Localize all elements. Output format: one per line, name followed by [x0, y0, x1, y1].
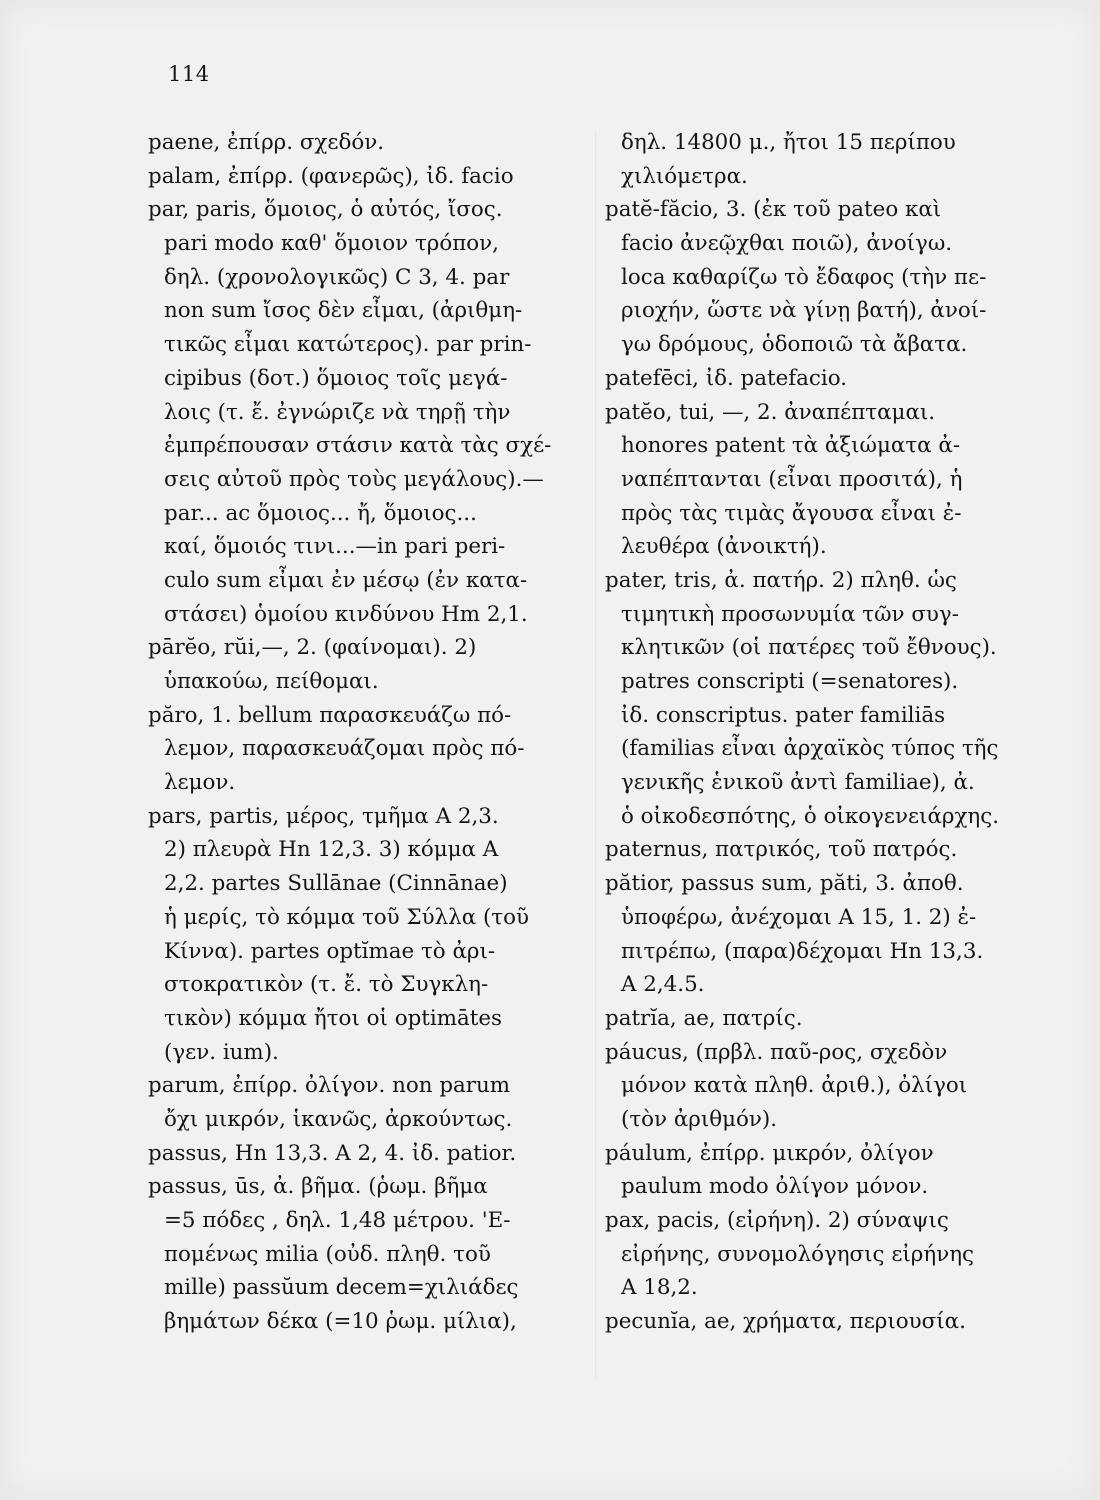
dictionary-line: στάσει) ὁμοίου κινδύνου Hm 2,1.	[164, 601, 528, 627]
dictionary-line: (γεν. ium).	[164, 1039, 279, 1065]
dictionary-line: non sum ἴσος δὲν εἶμαι, (ἀριθμη-	[164, 298, 523, 324]
dictionary-line: paene, ἐπίρρ. σχεδόν.	[148, 130, 385, 155]
dictionary-line: paternus, πατρικός, τοῦ πατρός.	[605, 837, 958, 863]
dictionary-line: λοις (τ. ἔ. ἐγνώριζε νὰ τηρῇ τὴν	[164, 399, 511, 425]
dictionary-line: λευθέρα (ἀνοικτή).	[621, 534, 827, 560]
dictionary-line: δηλ. 14800 μ., ἤτοι 15 περίπου	[621, 130, 956, 155]
dictionary-line: cipibus (δοτ.) ὅμοιος τοῖς μεγά-	[164, 365, 508, 391]
page-number: 114	[168, 62, 210, 86]
dictionary-line: (familias εἶναι ἀρχαϊκὸς τύπος τῆς	[621, 736, 999, 762]
dictionary-line: pars, partis, μέρος, τμῆμα A 2,3.	[148, 803, 499, 829]
dictionary-line: ὑπακούω, πείθομαι.	[164, 669, 379, 694]
dictionary-line: πρὸς τὰς τιμὰς ἄγουσα εἶναι ἐ-	[621, 500, 962, 526]
dictionary-line: ἐμπρέπουσαν στάσιν κατὰ τὰς σχέ-	[164, 433, 552, 459]
dictionary-line: πομένως milia (οὐδ. πληθ. τοῦ	[164, 1241, 491, 1267]
dictionary-line: γενικῆς ἑνικοῦ ἀντὶ familiae), ἀ.	[621, 770, 975, 796]
dictionary-line: A 2,4.5.	[621, 972, 705, 998]
dictionary-line: facio ἀνεῷχθαι ποιῶ), ἀνοίγω.	[621, 231, 953, 257]
column-gutter	[595, 130, 596, 1380]
dictionary-line: ναπέπτανται (εἶναι προσιτά), ἡ	[621, 466, 963, 492]
dictionary-line: λεμον, παρασκευάζομαι πρὸς πό-	[164, 736, 525, 762]
dictionary-line: culo sum εἶμαι ἐν μέσῳ (ἐν κατα-	[164, 567, 528, 593]
right-column	[605, 126, 1055, 1339]
dictionary-line: πιτρέπω, (παρα)δέχομαι Hn 13,3.	[621, 938, 984, 964]
dictionary-line: passus, ūs, ἀ. βῆμα. (ῥωμ. βῆμα	[148, 1174, 488, 1200]
dictionary-line: par, paris, ὅμοιος, ὁ αὐτός, ἴσος.	[148, 197, 503, 223]
dictionary-line: loca καθαρίζω τὸ ἔδαφος (τὴν πε-	[621, 264, 987, 290]
dictionary-line: χιλιόμετρα.	[621, 163, 748, 189]
dictionary-line: 2) πλευρὰ Hn 12,3. 3) κόμμα A	[164, 837, 499, 863]
dictionary-line: patefēci, ἰδ. patefacio.	[605, 365, 848, 391]
dictionary-line: păro, 1. bellum παρασκευάζω πό-	[148, 702, 512, 728]
dictionary-line: μόνον κατὰ πληθ. ἀριθ.), ὀλίγοι	[621, 1073, 968, 1099]
dictionary-line: ὑποφέρω, ἀνέχομαι A 15, 1. 2) ἐ-	[621, 904, 977, 930]
left-column	[148, 126, 588, 1339]
dictionary-line: par... ac ὅμοιος... ἤ, ὅμοιος...	[164, 500, 477, 526]
dictionary-line: στοκρατικὸν (τ. ἔ. τὸ Συγκλη-	[164, 972, 489, 998]
dictionary-line: ὁ οἰκοδεσπότης, ὁ οἰκογενειάρχης.	[621, 803, 1000, 829]
dictionary-line: patres conscripti (=senatores).	[621, 669, 959, 694]
dictionary-line: κλητικῶν (οἱ πατέρες τοῦ ἔθνους).	[621, 635, 997, 661]
dictionary-line: τικὸν) κόμμα ἤτοι οἱ optimātes	[164, 1005, 502, 1031]
dictionary-line: pater, tris, ἀ. πατήρ. 2) πληθ. ὡς	[605, 567, 957, 593]
dictionary-line: patrĭa, ae, πατρίς.	[605, 1005, 803, 1031]
dictionary-line: palam, ἐπίρρ. (φανερῶς), ἰδ. facio	[148, 163, 514, 189]
dictionary-line: ἡ μερίς, τὸ κόμμα τοῦ Σύλλα (τοῦ	[164, 904, 530, 930]
dictionary-line: pari modo καθ' ὅμοιον τρόπον,	[164, 231, 499, 257]
dictionary-line: patĕ-făcio, 3. (ἐκ τοῦ pateo καὶ	[605, 197, 942, 223]
dictionary-line: honores patent τὰ ἀξιώματα ἀ-	[621, 433, 961, 459]
dictionary-line: εἰρήνης, συνομολόγησις εἰρήνης	[621, 1241, 974, 1267]
dictionary-line: τιμητικὴ προσωνυμία τῶν συγ-	[621, 601, 959, 627]
dictionary-line: paulum modo ὀλίγον μόνον.	[621, 1174, 929, 1200]
dictionary-line: pax, pacis, (εἰρήνη). 2) σύναψις	[605, 1208, 949, 1233]
dictionary-line: pārĕo, rŭi,—, 2. (φαίνομαι). 2)	[148, 635, 477, 661]
dictionary-line: σεις αὐτοῦ πρὸς τοὺς μεγάλους).—	[164, 466, 544, 492]
dictionary-line: pecunĭa, ae, χρήματα, περιουσία.	[605, 1309, 966, 1335]
dictionary-line: páucus, (πρβλ. παῦ-ρος, σχεδὸν	[605, 1039, 948, 1065]
dictionary-line: patĕo, tui, —, 2. ἀναπέπταμαι.	[605, 399, 936, 425]
dictionary-line: ριοχήν, ὥστε νὰ γίνῃ βατή), ἀνοί-	[621, 298, 987, 324]
dictionary-line: 2,2. partes Sullānae (Cinnānae)	[164, 871, 508, 897]
dictionary-line: γω δρόμους, ὁδοποιῶ τὰ ἄβατα.	[621, 332, 968, 358]
dictionary-line: mille) passŭum decem=χιλιάδες	[164, 1275, 519, 1301]
dictionary-line: páulum, ἐπίρρ. μικρόν, ὀλίγον	[605, 1140, 934, 1166]
dictionary-line: A 18,2.	[621, 1275, 698, 1301]
dictionary-line: =5 πόδες , δηλ. 1,48 μέτρου. 'Ε-	[164, 1208, 511, 1233]
dictionary-line: λεμον.	[164, 770, 236, 796]
dictionary-line: καί, ὅμοιός τινι...—in pari peri-	[164, 534, 506, 560]
dictionary-line: τικῶς εἶμαι κατώτερος). par prin-	[164, 332, 532, 358]
dictionary-line: parum, ἐπίρρ. ὀλίγον. non parum	[148, 1073, 511, 1099]
dictionary-line: ἰδ. conscriptus. pater familiās	[621, 702, 946, 728]
dictionary-line: ὄχι μικρόν, ἱκανῶς, ἀρκούντως.	[164, 1106, 513, 1132]
dictionary-line: δηλ. (χρονολογικῶς) C 3, 4. par	[164, 264, 510, 290]
dictionary-line: βημάτων δέκα (=10 ῥωμ. μίλια),	[164, 1309, 517, 1335]
dictionary-line: passus, Hn 13,3. A 2, 4. ἰδ. patior.	[148, 1140, 517, 1166]
dictionary-line: pătior, passus sum, păti, 3. ἀποθ.	[605, 871, 964, 897]
dictionary-line: Κίννα). partes optĭmae τὸ ἀρι-	[164, 938, 496, 964]
dictionary-line: (τὸν ἀριθμόν).	[621, 1106, 778, 1132]
